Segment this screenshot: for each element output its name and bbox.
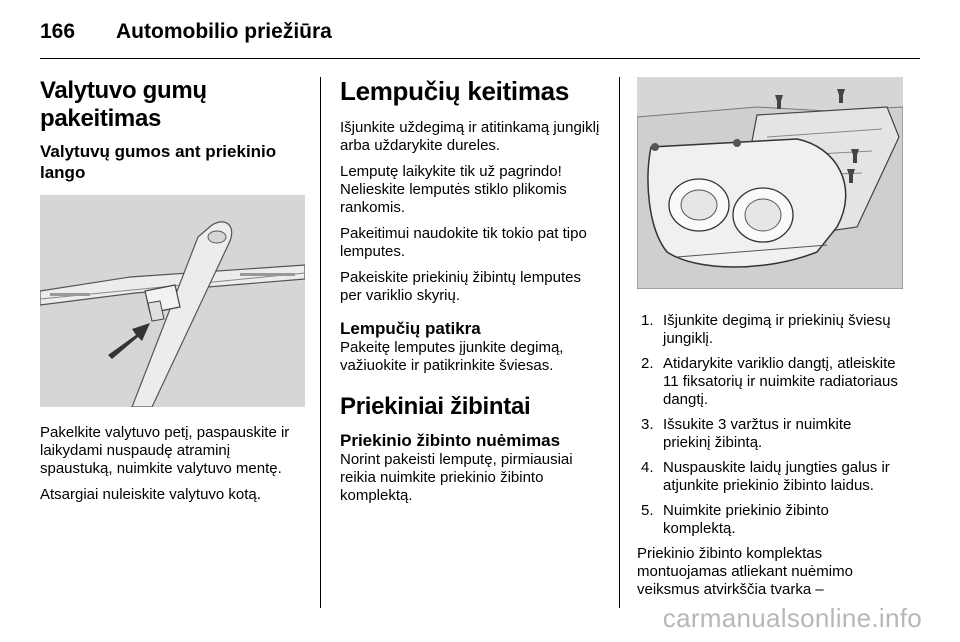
column-wiper [40, 77, 305, 512]
headlight-figure [637, 77, 903, 289]
headlight-removal-heading: Priekinio žibinto nuėmimas [340, 430, 561, 450]
bulb-check-heading: Lempučių patikra [340, 318, 481, 338]
section-title: Automobilio priežiūra [116, 20, 332, 43]
column-steps [637, 77, 903, 607]
list-item: 3. Išsukite 3 varžtus ir nuimkite priekinį žibintą. [641, 416, 852, 451]
page-number: 166 [40, 20, 76, 43]
watermark: carmanualsonline.info [662, 603, 922, 633]
bulbs-paragraph-3: Pakeitimui naudokite tik tokio pat tipo lemputes. [340, 224, 587, 260]
wiper-paragraph-1: Pakelkite valytuvo petį, paspauskite ir laikydami nuspaudę atraminį spaustuką, nuimkite valytuvo mentę. [40, 423, 290, 477]
bulbs-paragraph-4: Pakeiskite priekinių žibintų lemputes per variklio skyrių. [340, 268, 581, 304]
column-divider-1 [320, 77, 321, 608]
header-rule [40, 58, 920, 59]
closing-text: Priekinio žibinto komplektas montuojamas atliekant nuėmimo veiksmus atvirkščia tvarka – [637, 545, 853, 598]
wiper-heading: Valytuvo gumų pakeitimas [40, 77, 207, 132]
column-divider-2 [619, 77, 620, 608]
list-item: 4. Nuspauskite laidų jungties galus ir atjunkite priekinio žibinto laidus. [641, 459, 890, 494]
steps-list [637, 312, 903, 538]
list-item: 1. Išjunkite degimą ir priekinių šviesų jungiklį. [641, 312, 891, 347]
headlights-heading: Priekiniai žibintai [340, 393, 531, 421]
wiper-figure [40, 195, 305, 407]
wiper-paragraph-2: Atsargiai nuleiskite valytuvo kotą. [40, 485, 261, 503]
wiper-subheading: Valytuvų gumos ant priekinio lango [40, 142, 277, 182]
column-bulbs [340, 77, 605, 513]
bulbs-paragraph-2: Lemputę laikykite tik už pagrindo! Nelieskite lemputės stiklo plikomis rankomis. [340, 162, 567, 216]
list-item: 2. Atidarykite variklio dangtį, atleiskite 11 fiksatorių ir nuimkite radiatoriaus dangtį. [641, 355, 898, 408]
bulbs-paragraph-1: Išjunkite uždegimą ir atitinkamą jungiklį arba uždarykite dureles. [340, 118, 600, 154]
bulbs-heading: Lempučių keitimas [340, 76, 569, 106]
bulb-check-text: Pakeitę lemputes įjunkite degimą, važiuokite ir patikrinkite šviesas. [340, 339, 564, 375]
list-item: 5. Nuimkite priekinio žibinto komplektą. [641, 502, 829, 537]
headlight-removal-text: Norint pakeisti lemputę, pirmiausiai reikia nuimkite priekinio žibinto komplektą. [340, 451, 573, 505]
page-header [40, 20, 920, 60]
